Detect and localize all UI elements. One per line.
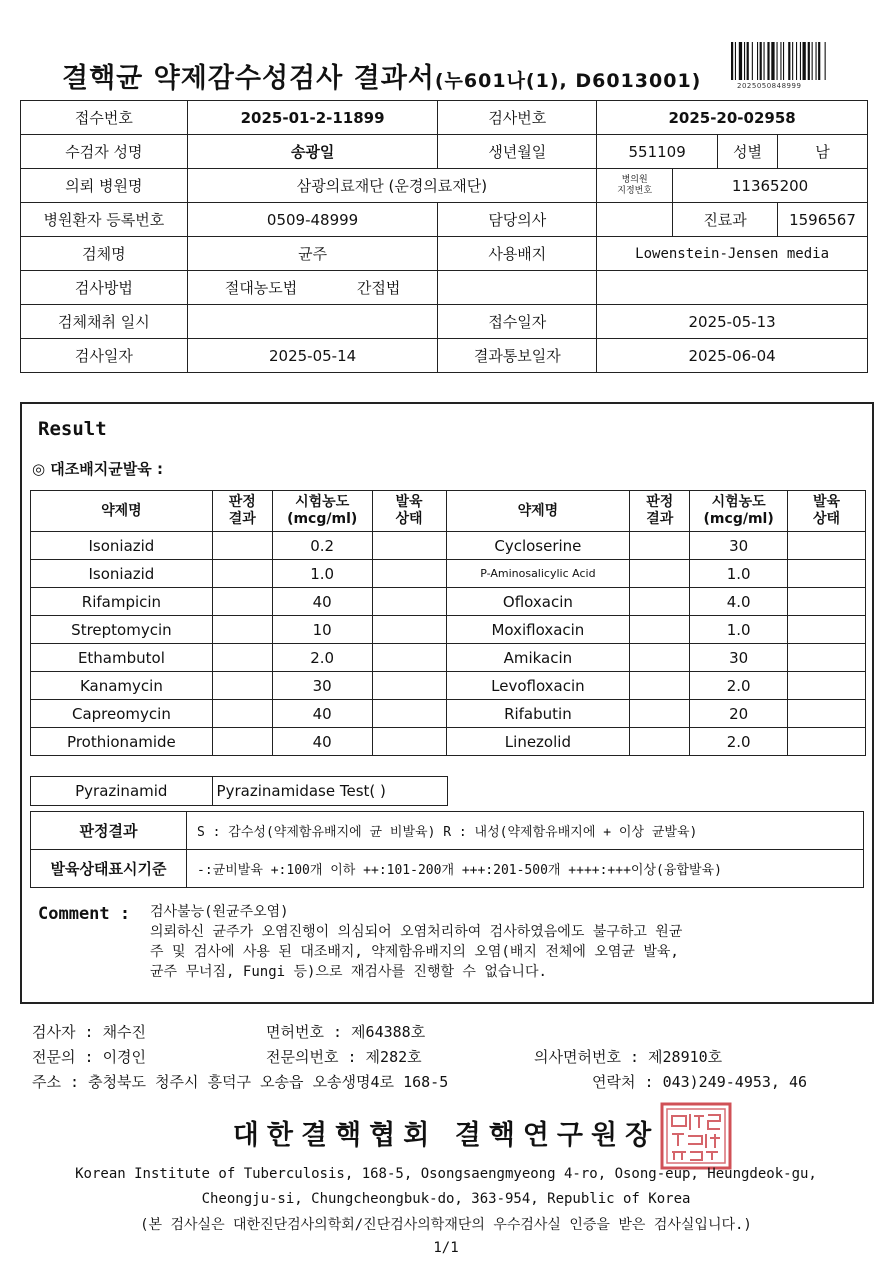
report-date: 2025-06-04 (597, 339, 868, 373)
left-drug: Ethambutol (31, 644, 213, 672)
left-growth (372, 616, 446, 644)
patient-name-label: 수검자 성명 (21, 135, 188, 169)
right-drug: Ofloxacin (446, 588, 630, 616)
right-conc: 30 (690, 532, 788, 560)
doctor-label: 담당의사 (438, 203, 597, 237)
hospital-code-label (597, 169, 673, 203)
patient-info-table (20, 100, 868, 373)
test-no: 2025-20-02958 (597, 101, 868, 135)
judge-header-l1: 판정 (228, 494, 256, 510)
left-drug: Prothionamide (31, 728, 213, 756)
hospital-name: 삼광의료재단 (운경의료재단) (187, 169, 596, 203)
right-judge (630, 588, 690, 616)
comment-line: 의뢰하신 균주가 오염진행이 의심되어 오염처리하여 검사하였음에도 불구하고 원균 (150, 924, 683, 940)
address: 주소 : 충청북도 청주시 흥덕구 오송읍 오송생명4로 168-5 (32, 1073, 449, 1091)
left-judge (212, 672, 272, 700)
drug-table (30, 490, 866, 756)
right-judge (630, 728, 690, 756)
method-empty (438, 271, 597, 305)
growth-header-r2: 상태 (813, 511, 841, 527)
left-drug: Isoniazid (31, 532, 213, 560)
doctor-value (597, 203, 673, 237)
receipt-date: 2025-05-13 (597, 305, 868, 339)
patient-name: 송광일 (187, 135, 438, 169)
table-row (31, 700, 866, 728)
method-1: 절대농도법 (224, 279, 298, 297)
left-judge (212, 532, 272, 560)
report-date-label: 결과통보일자 (438, 339, 597, 373)
left-growth (372, 532, 446, 560)
birth-label: 생년월일 (438, 135, 597, 169)
right-growth (788, 728, 866, 756)
collect-label: 검체채취 일시 (21, 305, 188, 339)
specimen-label: 검체명 (21, 237, 188, 271)
right-conc: 20 (690, 700, 788, 728)
conc-header-left (272, 491, 372, 532)
comment-text (150, 902, 855, 982)
left-conc: 40 (272, 588, 372, 616)
specialist-no: 전문의번호 : 제282호 (266, 1048, 422, 1066)
left-growth (372, 728, 446, 756)
criteria-text: S : 감수성(약제함유배지에 균 비발육) R : 내성(약제함유배지에 + 이상 균발육) (187, 812, 864, 850)
left-conc: 0.2 (272, 532, 372, 560)
certification-note: (본 검사실은 대한진단검사의학회/진단검사의학재단의 우수검사실 인증을 받은 검사실입니다.) (140, 1217, 752, 1233)
growth-header-right (788, 491, 866, 532)
right-drug: Linezolid (446, 728, 630, 756)
table-row (31, 644, 866, 672)
right-growth (788, 560, 866, 588)
right-growth (788, 672, 866, 700)
reg-no: 0509-48999 (187, 203, 438, 237)
tester: 검사자 : 채수진 (32, 1023, 147, 1041)
left-growth (372, 672, 446, 700)
right-judge (630, 616, 690, 644)
judge-header-right (630, 491, 690, 532)
comment-line: 검사불능(원균주오염) (150, 904, 289, 920)
result-title: Result (38, 418, 107, 440)
right-growth (788, 700, 866, 728)
table-row (31, 560, 866, 588)
birth-date: 551109 (597, 135, 718, 169)
collect-value (187, 305, 438, 339)
pza-table (30, 776, 448, 806)
left-judge (212, 700, 272, 728)
judge-header-r2: 결과 (646, 511, 674, 527)
right-drug: Rifabutin (446, 700, 630, 728)
reg-no-label: 병원환자 등록번호 (21, 203, 188, 237)
left-judge (212, 616, 272, 644)
right-drug: Cycloserine (446, 532, 630, 560)
right-judge (630, 560, 690, 588)
test-date-label: 검사일자 (21, 339, 188, 373)
right-conc: 1.0 (690, 616, 788, 644)
dept-label: 진료과 (673, 203, 778, 237)
official-seal-icon (660, 1102, 732, 1170)
doctor-license: 의사면허번호 : 제28910호 (534, 1048, 723, 1066)
growth-criteria-label: 발육상태표시기준 (31, 850, 187, 888)
judge-header-left (212, 491, 272, 532)
right-conc: 2.0 (690, 672, 788, 700)
right-conc: 30 (690, 644, 788, 672)
right-drug: Amikacin (446, 644, 630, 672)
left-conc: 2.0 (272, 644, 372, 672)
left-drug: Kanamycin (31, 672, 213, 700)
receipt-date-label: 접수일자 (438, 305, 597, 339)
left-judge (212, 588, 272, 616)
right-judge (630, 532, 690, 560)
table-row (31, 672, 866, 700)
left-growth (372, 560, 446, 588)
dept-value: 1596567 (778, 203, 868, 237)
specimen-value: 균주 (187, 237, 438, 271)
method-2: 간접법 (356, 279, 401, 297)
right-conc: 2.0 (690, 728, 788, 756)
right-judge (630, 672, 690, 700)
table-row (31, 532, 866, 560)
title-main: 결핵균 약제감수성검사 결과서 (62, 63, 435, 94)
comment-line: 주 및 검사에 사용 된 대조배지, 약제함유배지의 오염(배지 전체에 오염균 발육, (150, 944, 679, 960)
right-growth (788, 588, 866, 616)
right-drug: Levofloxacin (446, 672, 630, 700)
organization-name: 대한결핵협회 결핵연구원장 (232, 1120, 660, 1151)
left-conc: 1.0 (272, 560, 372, 588)
barcode-number: 2025050848999 (737, 82, 802, 90)
left-judge (212, 728, 272, 756)
conc-header-r1: 시험농도 (711, 494, 766, 510)
method-value (187, 271, 438, 305)
right-judge (630, 644, 690, 672)
left-drug: Rifampicin (31, 588, 213, 616)
left-judge (212, 644, 272, 672)
conc-header-right (690, 491, 788, 532)
growth-header-l2: 상태 (395, 511, 423, 527)
judge-header-r1: 판정 (646, 494, 674, 510)
right-judge (630, 700, 690, 728)
drug-header-right: 약제명 (446, 491, 630, 532)
left-growth (372, 644, 446, 672)
left-conc: 40 (272, 700, 372, 728)
table-row (31, 616, 866, 644)
table-row (31, 588, 866, 616)
test-no-label: 검사번호 (438, 101, 597, 135)
right-growth (788, 532, 866, 560)
growth-header-left (372, 491, 446, 532)
left-judge (212, 560, 272, 588)
growth-criteria-text: -:균비발육 +:100개 이하 ++:101-200개 +++:201-500개 ++++:+++이상(융합발육) (187, 850, 864, 888)
address-en-line1: Korean Institute of Tuberculosis, 168-5, Osongsaengmyeong 4-ro, Osong-eup, Heungdeok-gu, (75, 1166, 817, 1182)
left-drug: Capreomycin (31, 700, 213, 728)
specialist: 전문의 : 이경인 (32, 1048, 147, 1066)
criteria-label: 판정결과 (31, 812, 187, 850)
judge-header-l2: 결과 (228, 511, 256, 527)
title-code: (누601나(1), D6013001) (434, 70, 702, 92)
right-drug: Moxifloxacin (446, 616, 630, 644)
test-date: 2025-05-14 (187, 339, 438, 373)
conc-header-r2: (mcg/ml) (703, 511, 774, 527)
left-conc: 30 (272, 672, 372, 700)
left-drug: Streptomycin (31, 616, 213, 644)
right-drug: P-Aminosalicylic Acid (446, 560, 630, 588)
sex-label: 성별 (718, 135, 778, 169)
license-no: 면허번호 : 제64388호 (266, 1023, 426, 1041)
criteria-table (30, 811, 864, 888)
address-en-line2: Cheongju-si, Chungcheongbuk-do, 363-954, Republic of Korea (201, 1191, 691, 1207)
reception-no-label: 접수번호 (21, 101, 188, 135)
left-conc: 10 (272, 616, 372, 644)
table-row (31, 728, 866, 756)
hospital-code-label-line1: 병의원 (621, 174, 648, 185)
reception-no: 2025-01-2-11899 (187, 101, 438, 135)
hospital-code-label-line2: 지정번호 (617, 185, 653, 196)
pza-drug: Pyrazinamid (31, 777, 213, 806)
hospital-label: 의뢰 병원명 (21, 169, 188, 203)
right-growth (788, 644, 866, 672)
comment-label: Comment : (38, 904, 131, 924)
method-label: 검사방법 (21, 271, 188, 305)
left-conc: 40 (272, 728, 372, 756)
pza-test: Pyrazinamidase Test( ) (212, 777, 447, 806)
medium-label: 사용배지 (438, 237, 597, 271)
comment-line: 균주 무너짐, Fungi 등)으로 재검사를 진행할 수 없습니다. (150, 964, 547, 980)
contact: 연락처 : 043)249-4953, 46 (592, 1073, 808, 1091)
left-drug: Isoniazid (31, 560, 213, 588)
left-growth (372, 588, 446, 616)
growth-header-l1: 발육 (395, 494, 423, 510)
sex-value: 남 (778, 135, 868, 169)
conc-header-l1: 시험농도 (295, 494, 350, 510)
hospital-code: 11365200 (673, 169, 868, 203)
right-conc: 1.0 (690, 560, 788, 588)
barcode-icon (730, 42, 858, 82)
medium-value: Lowenstein-Jensen media (597, 237, 868, 271)
right-growth (788, 616, 866, 644)
control-growth-title: ◎ 대조배지균발육 : (32, 460, 163, 478)
conc-header-l2: (mcg/ml) (287, 511, 358, 527)
right-conc: 4.0 (690, 588, 788, 616)
drug-header-left: 약제명 (31, 491, 213, 532)
left-growth (372, 700, 446, 728)
document-title (62, 56, 701, 95)
growth-header-r1: 발육 (813, 494, 841, 510)
page-number: 1/1 (433, 1240, 459, 1256)
method-empty-2 (597, 271, 868, 305)
